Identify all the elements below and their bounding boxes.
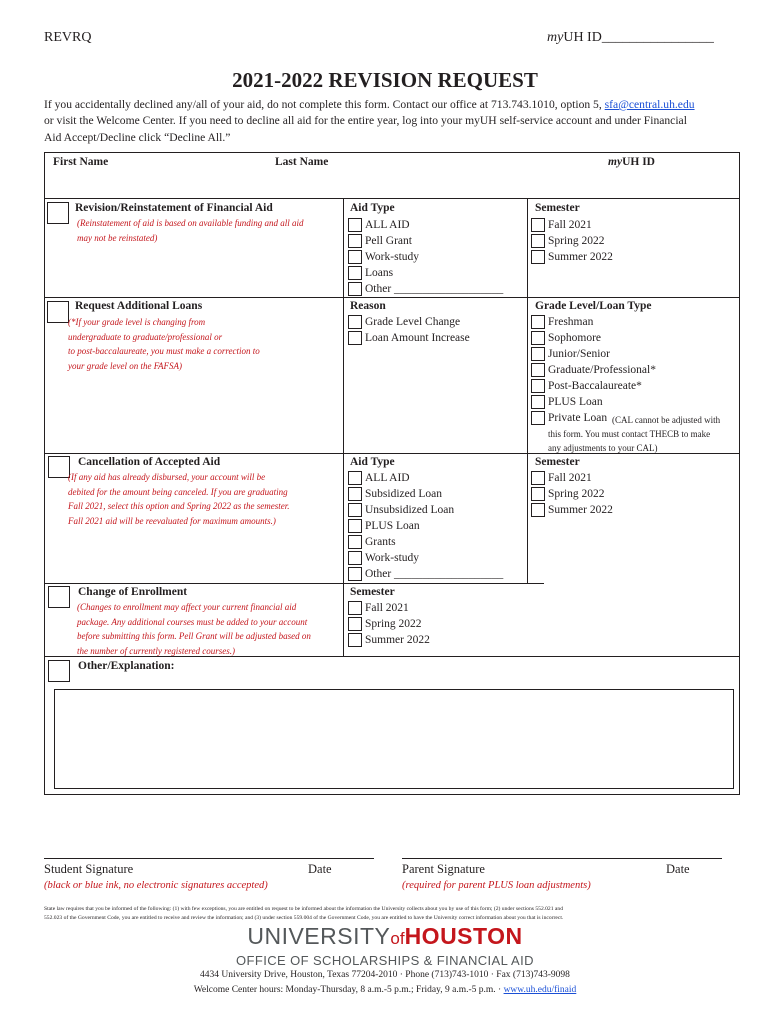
cancel-grants-label: Grants — [365, 536, 396, 548]
cancel-aid-type-title: Aid Type — [350, 456, 395, 468]
form-code: REVRQ — [44, 30, 92, 45]
loans-title: Request Additional Loans — [75, 300, 203, 312]
first-name-input[interactable] — [50, 170, 260, 194]
reason-grade-label: Grade Level Change — [365, 316, 461, 328]
junior-senior-label: Junior/Senior — [548, 348, 610, 360]
cancel-fall-label: Fall 2021 — [548, 472, 592, 484]
plus-loan-label: PLUS Loan — [548, 396, 603, 408]
divider — [44, 583, 544, 584]
myuh-field-prefix: my — [608, 156, 623, 168]
freshman-checkbox[interactable] — [531, 315, 545, 329]
parent-signature-label: Parent Signature — [402, 862, 485, 876]
email-link[interactable]: sfa@central.uh.edu — [604, 98, 695, 111]
student-signature-line[interactable] — [44, 858, 374, 859]
revision-checkbox[interactable] — [47, 202, 69, 224]
private-loan-checkbox[interactable] — [531, 411, 545, 425]
cancel-all-checkbox[interactable] — [348, 471, 362, 485]
reason-amount-checkbox[interactable] — [348, 331, 362, 345]
revision-spring-checkbox[interactable] — [531, 234, 545, 248]
revision-fall-label: Fall 2021 — [548, 219, 592, 231]
cancel-fall-checkbox[interactable] — [531, 471, 545, 485]
revision-aid-pell-checkbox[interactable] — [348, 234, 362, 248]
plus-loan-checkbox[interactable] — [531, 395, 545, 409]
sophomore-label: Sophomore — [548, 332, 602, 344]
revision-aid-type-title: Aid Type — [350, 202, 395, 214]
revision-summer-checkbox[interactable] — [531, 250, 545, 264]
revision-fall-checkbox[interactable] — [531, 218, 545, 232]
office-name: OFFICE OF SCHOLARSHIPS & FINANCIAL AID — [236, 953, 534, 968]
enrollment-spring-label: Spring 2022 — [365, 618, 422, 630]
enrollment-summer-checkbox[interactable] — [348, 633, 362, 647]
revision-aid-workstudy-label: Work-study — [365, 251, 420, 263]
intro-line-2: or visit the Welcome Center. If you need to decline all aid for the entire year, log into your myUH self-service account and under Financial — [44, 114, 687, 128]
parent-signature-note: (required for parent PLUS loan adjustments) — [402, 880, 591, 891]
cancel-other-label[interactable]: Other ___________________ — [365, 568, 504, 580]
revision-note: (Reinstatement of aid is based on available funding and all aid may not be reinstated) — [77, 218, 304, 243]
graduate-checkbox[interactable] — [531, 363, 545, 377]
cancel-checkbox[interactable] — [48, 456, 70, 478]
private-loan-note-1: (CAL cannot be adjusted with — [612, 415, 721, 425]
last-name-label: Last Name — [275, 156, 329, 168]
privacy-disclaimer: State law requires that you be informed of the following: (1) with few exceptions, you are entitled on request to be informed about the information the University collects about you by use of this form; (2) under sections 552.021 and 552.023 of the Government Code, you are entitled to receive and review the information; and (3) under section 559.004 of the Government Code, you are entitled to have the University correct information about you that is incorrect. — [44, 906, 564, 921]
cancel-summer-label: Summer 2022 — [548, 504, 613, 516]
sophomore-checkbox[interactable] — [531, 331, 545, 345]
first-name-label: First Name — [53, 156, 109, 168]
loans-note: (*If your grade level is changing from undergraduate to graduate/professional or to post-baccalaureate, you must make a correction to your grade level on the FAFSA) — [68, 317, 260, 371]
revision-title: Revision/Reinstatement of Financial Aid — [75, 202, 273, 214]
reason-amount-label: Loan Amount Increase — [365, 332, 470, 344]
office-hours: Welcome Center hours: Monday-Thursday, 8 a.m.-5 p.m.; Friday, 9 a.m.-5 p.m. · www.uh.edu/finaid — [193, 985, 577, 995]
intro-line-3: Aid Accept/Decline click “Decline All.” — [44, 130, 231, 144]
grade-level-title: Grade Level/Loan Type — [535, 300, 652, 312]
enrollment-fall-checkbox[interactable] — [348, 601, 362, 615]
parent-signature-line[interactable] — [402, 858, 722, 859]
divider — [343, 198, 344, 656]
office-address: 4434 University Drive, Houston, Texas 77204-2010 · Phone (713)743-1010 · Fax (713)743-9098 — [200, 970, 570, 980]
last-name-input[interactable] — [272, 170, 592, 194]
reason-grade-checkbox[interactable] — [348, 315, 362, 329]
revision-spring-label: Spring 2022 — [548, 235, 605, 247]
cancel-title: Cancellation of Accepted Aid — [78, 456, 221, 468]
divider — [44, 198, 740, 199]
enrollment-semester-title: Semester — [350, 586, 395, 598]
revision-aid-pell-label: Pell Grant — [365, 235, 412, 247]
cancel-workstudy-label: Work-study — [365, 552, 420, 564]
intro-line-1: If you accidentally declined any/all of your aid, do not complete this form. Contact our office at 713.743.1010, option 5, — [44, 98, 602, 111]
graduate-label: Graduate/Professional* — [548, 364, 656, 376]
cancel-all-label: ALL AID — [365, 472, 410, 484]
cancel-unsubsidized-checkbox[interactable] — [348, 503, 362, 517]
revision-aid-other-checkbox[interactable] — [348, 282, 362, 296]
post-bacc-label: Post-Baccalaureate* — [548, 380, 642, 392]
revision-summer-label: Summer 2022 — [548, 251, 613, 263]
cancel-note: (If any aid has already disbursed, your account will be debited for the amount being canceled. If you are graduating Fall 2021, select this option and Spring 2022 as the semester. Fall 2021 aid will be reevaluated for maximum amounts.) — [68, 472, 290, 526]
myuh-id-header — [547, 30, 714, 46]
other-checkbox[interactable] — [48, 660, 70, 682]
post-bacc-checkbox[interactable] — [531, 379, 545, 393]
loans-reason-title: Reason — [350, 300, 386, 312]
enrollment-fall-label: Fall 2021 — [365, 602, 409, 614]
myuh-field-label: UH ID — [622, 156, 655, 168]
divider — [527, 198, 528, 583]
loans-checkbox[interactable] — [47, 301, 69, 323]
parent-date-label: Date — [666, 862, 690, 876]
revision-semester-title: Semester — [535, 202, 580, 214]
revision-aid-all-checkbox[interactable] — [348, 218, 362, 232]
myuh-id-label: UH ID — [563, 30, 602, 45]
cancel-plus-label: PLUS Loan — [365, 520, 420, 532]
other-title: Other/Explanation: — [78, 660, 175, 672]
cancel-spring-checkbox[interactable] — [531, 487, 545, 501]
cancel-grants-checkbox[interactable] — [348, 535, 362, 549]
junior-senior-checkbox[interactable] — [531, 347, 545, 361]
enrollment-checkbox[interactable] — [48, 586, 70, 608]
freshman-label: Freshman — [548, 316, 594, 328]
cancel-subsidized-label: Subsidized Loan — [365, 488, 442, 500]
uh-logo: UNIVERSITYofHOUSTON — [247, 923, 523, 949]
page-title: 2021-2022 REVISION REQUEST — [232, 68, 538, 92]
revision-aid-loans-checkbox[interactable] — [348, 266, 362, 280]
cancel-semester-title: Semester — [535, 456, 580, 468]
revision-aid-loans-label: Loans — [365, 267, 394, 279]
myuh-id-field-label — [608, 155, 655, 169]
myuh-prefix: my — [547, 30, 564, 45]
cancel-other-checkbox[interactable] — [348, 567, 362, 581]
enrollment-title: Change of Enrollment — [78, 586, 188, 598]
private-loan-note-2: this form. You must contact THECB to make any adjustments to your CAL) — [548, 429, 711, 453]
website-link[interactable]: www.uh.edu/finaid — [503, 985, 577, 995]
myuh-id-blank[interactable]: ________________ — [601, 30, 714, 45]
cancel-subsidized-checkbox[interactable] — [348, 487, 362, 501]
enrollment-summer-label: Summer 2022 — [365, 634, 430, 646]
myuh-id-input[interactable] — [604, 170, 734, 194]
cancel-plus-checkbox[interactable] — [348, 519, 362, 533]
intro-text — [44, 97, 695, 146]
revision-aid-workstudy-checkbox[interactable] — [348, 250, 362, 264]
revision-aid-all-label: ALL AID — [365, 219, 410, 231]
private-loan-label: Private Loan — [548, 412, 608, 424]
student-signature-label: Student Signature — [44, 862, 134, 876]
enrollment-spring-checkbox[interactable] — [348, 617, 362, 631]
student-signature-note: (black or blue ink, no electronic signatures accepted) — [44, 880, 268, 891]
divider — [44, 297, 740, 298]
cancel-unsubsidized-label: Unsubsidized Loan — [365, 504, 455, 516]
revision-aid-other-label[interactable]: Other ___________________ — [365, 283, 504, 295]
enrollment-note: (Changes to enrollment may affect your current financial aid package. Any additional courses must be added to your account before submitting this form. Pell Grant will be adjusted based on the number of currently registered courses.) — [77, 602, 311, 656]
explanation-textbox[interactable] — [54, 689, 734, 789]
cancel-spring-label: Spring 2022 — [548, 488, 605, 500]
cancel-workstudy-checkbox[interactable] — [348, 551, 362, 565]
student-date-label: Date — [308, 862, 332, 876]
cancel-summer-checkbox[interactable] — [531, 503, 545, 517]
